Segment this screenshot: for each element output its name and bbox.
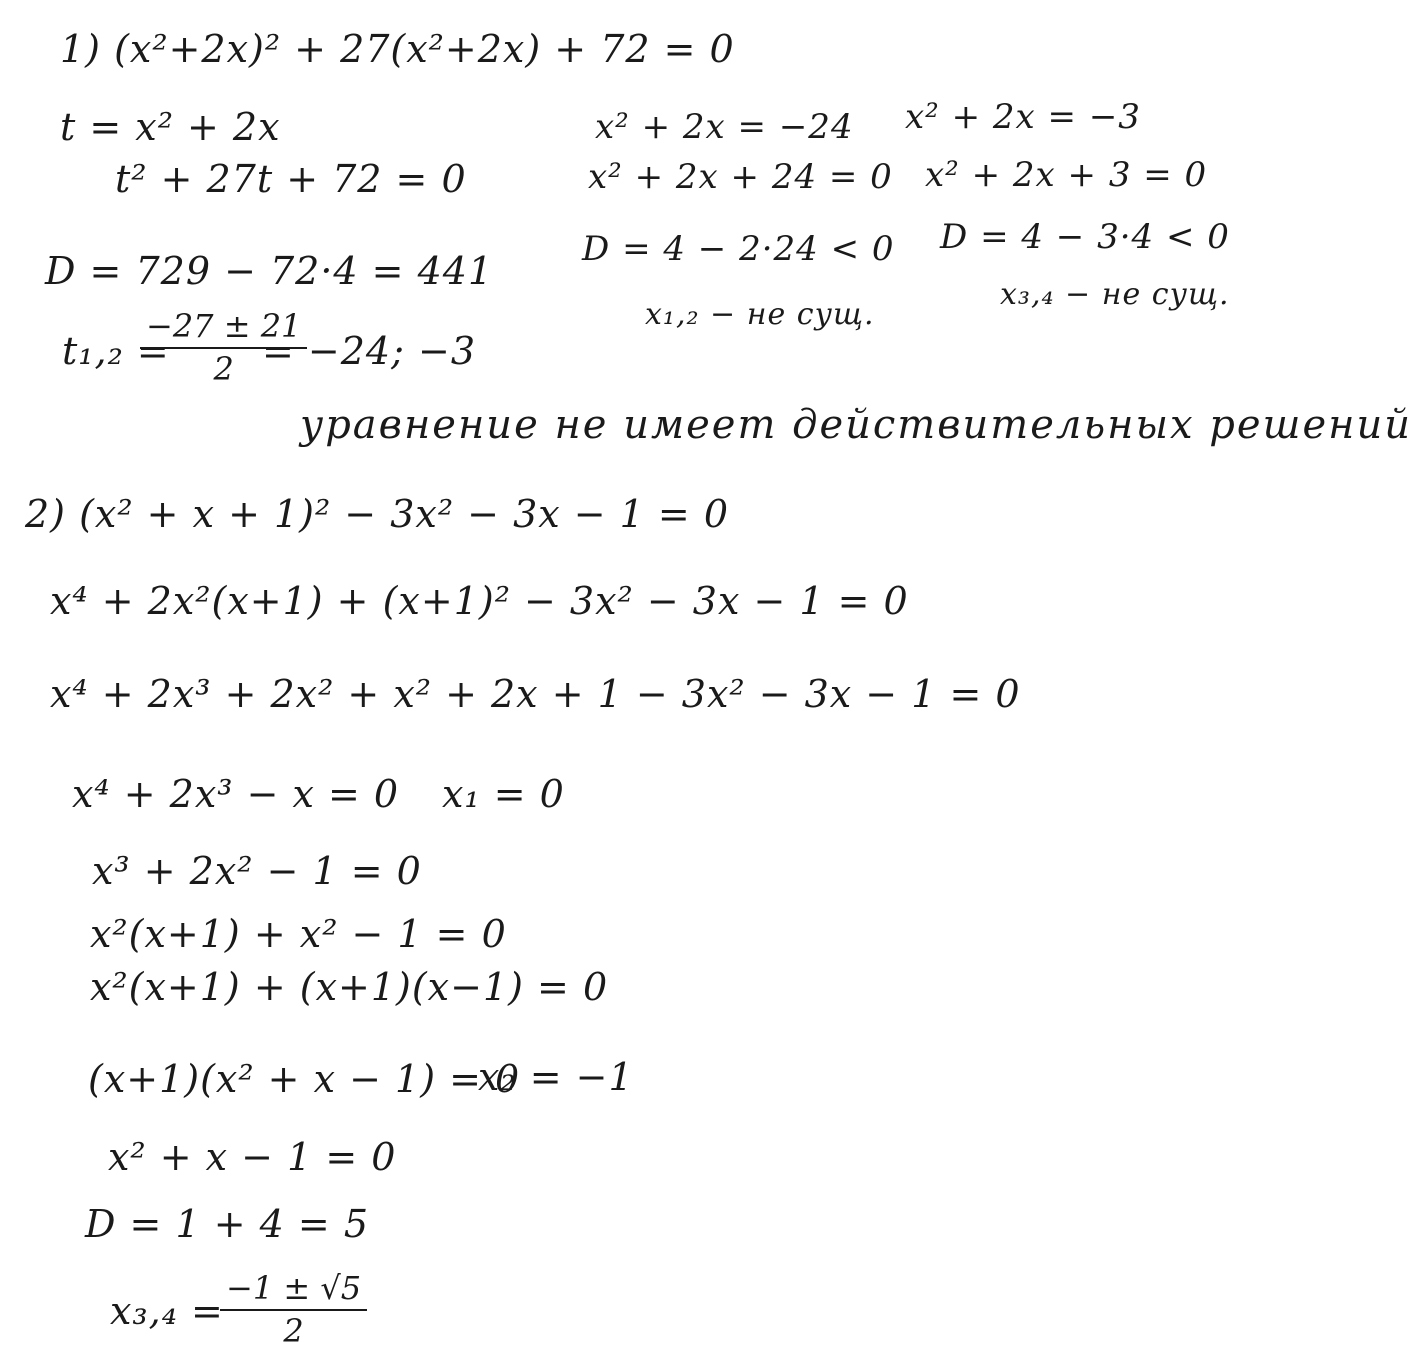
part1-final-note: уравнение не имеет действительных решений xyxy=(300,402,1412,448)
part1-equation: 1) (x²+2x)² + 27(x²+2x) + 72 = 0 xyxy=(60,27,735,71)
part2-roots-prefix: x₃,₄ = xyxy=(110,1289,224,1333)
part1-roots-prefix: t₁,₂ = xyxy=(62,329,170,373)
part1-roots-numerator: −27 ± 21 xyxy=(140,308,307,349)
case-a-equation: x² + 2x = −24 xyxy=(595,107,854,147)
part2-roots-denominator: 2 xyxy=(283,1311,304,1350)
part2-step4: x³ + 2x² − 1 = 0 xyxy=(92,849,422,893)
case-b-discriminant: D = 4 − 3·4 < 0 xyxy=(940,217,1230,257)
case-a-conclusion: x₁,₂ − не сущ. xyxy=(645,297,875,332)
part2-step5: x²(x+1) + x² − 1 = 0 xyxy=(90,912,507,956)
case-b-equation: x² + 2x = −3 xyxy=(905,97,1141,137)
case-b-conclusion: x₃,₄ − не сущ. xyxy=(1000,277,1230,312)
part2-root1: x₁ = 0 xyxy=(442,772,565,816)
case-a-discriminant: D = 4 − 2·24 < 0 xyxy=(582,229,895,269)
part2-step2: x⁴ + 2x³ + 2x² + x² + 2x + 1 − 3x² − 3x − 1 = 0 xyxy=(50,672,1021,716)
part1-substitution: t = x² + 2x xyxy=(60,105,281,149)
part2-step3: x⁴ + 2x³ − x = 0 xyxy=(72,772,400,816)
part1-roots-denominator: 2 xyxy=(213,349,234,388)
part2-root2: x₂ = −1 xyxy=(478,1055,634,1099)
part2-step1: x⁴ + 2x²(x+1) + (x+1)² − 3x² − 3x − 1 = 0 xyxy=(50,579,909,623)
part2-step7: (x+1)(x² + x − 1) = 0 xyxy=(88,1057,521,1101)
part2-roots-fraction xyxy=(220,1270,367,1350)
part2-roots-numerator: −1 ± √5 xyxy=(220,1270,367,1311)
part2-discriminant: D = 1 + 4 = 5 xyxy=(85,1202,369,1246)
case-a-rewritten: x² + 2x + 24 = 0 xyxy=(588,157,893,197)
part1-roots-result: = −24; −3 xyxy=(262,329,477,373)
part2-step6: x²(x+1) + (x+1)(x−1) = 0 xyxy=(90,965,609,1009)
part2-equation: 2) (x² + x + 1)² − 3x² − 3x − 1 = 0 xyxy=(25,492,730,536)
case-b-rewritten: x² + 2x + 3 = 0 xyxy=(925,155,1208,195)
part2-step8: x² + x − 1 = 0 xyxy=(108,1135,397,1179)
part1-quadratic-t: t² + 27t + 72 = 0 xyxy=(115,157,467,201)
part1-discriminant: D = 729 − 72·4 = 441 xyxy=(45,249,494,293)
